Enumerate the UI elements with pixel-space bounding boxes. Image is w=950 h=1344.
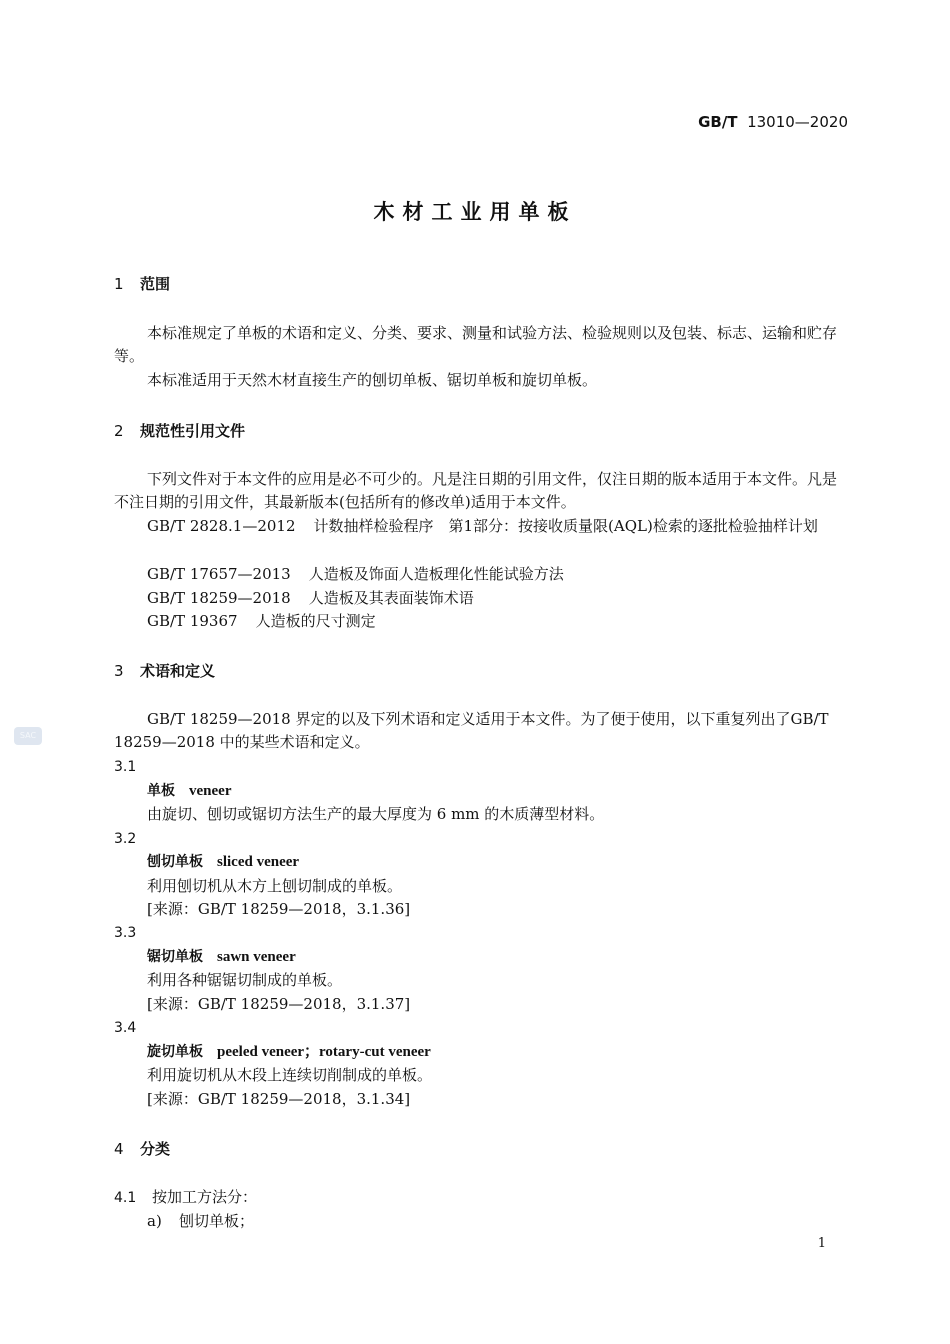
term-definition: 利用旋切机从木段上连续切削制成的单板。 [147,1066,433,1084]
reference-2: GB/T 17657—2013 人造板及饰面人造板理化性能试验方法 [147,565,564,583]
term-heading: 刨切单板 sliced veneer [147,854,300,870]
section-4-heading: 4 分类 [114,1140,171,1158]
list-item-a: a) 刨切单板； [147,1212,255,1230]
sac-watermark: SAC [14,727,42,745]
term-number: 3.1 [114,759,137,775]
term-number: 3.2 [114,831,137,847]
term-definition: 利用刨切机从木方上刨切制成的单板。 [147,877,403,895]
term-number: 3.3 [114,925,137,941]
section-3-para-1: GB/T 18259—2018 界定的以及下列术语和定义适用于本文件。为了便于使用，以下重复列出了GB/T 18259—2018 中的某些术语和定义。 [114,710,829,751]
reference-1: GB/T 2828.1—2012 计数抽样检验程序 第1部分：按接收质量限(AQL)检索的逐批检验抽样计划 [147,517,818,535]
section-1-para-2: 本标准适用于天然木材直接生产的刨切单板、锯切单板和旋切单板。 [147,371,598,389]
page-number: 1 [817,1236,826,1251]
term-definition: 由旋切、刨切或锯切方法生产的最大厚度为 6 mm 的木质薄型材料。 [147,805,605,823]
term-heading: 单板 veneer [147,783,232,799]
term-heading: 锯切单板 sawn veneer [147,949,296,965]
term-source: [来源：GB/T 18259—2018，3.1.34] [147,1090,411,1108]
section-1-para-1: 本标准规定了单板的术语和定义、分类、要求、测量和试验方法、检验规则以及包装、标志、运输和贮存等。 [114,324,838,365]
term-source: [来源：GB/T 18259—2018，3.1.37] [147,995,411,1013]
reference-3: GB/T 18259—2018 人造板及其表面装饰术语 [147,589,474,607]
subsection-4-1: 4.1 按加工方法分： [114,1188,258,1206]
section-2-para-1: 下列文件对于本文件的应用是必不可少的。凡是注日期的引用文件，仅注日期的版本适用于本文件。凡是不注日期的引用文件，其最新版本(包括所有的修改单)适用于本文件。 [114,470,838,511]
section-2-heading: 2 规范性引用文件 [114,422,246,440]
reference-4: GB/T 19367 人造板的尺寸测定 [147,612,376,630]
document-title: 木材工业用单板 [373,200,577,224]
section-3-heading: 3 术语和定义 [114,662,216,680]
term-source: [来源：GB/T 18259—2018，3.1.36] [147,900,411,918]
term-number: 3.4 [114,1020,137,1036]
standard-number: GB/T 13010—2020 [698,113,848,131]
term-heading: 旋切单板 peeled veneer；rotary-cut veneer [147,1044,431,1060]
section-1-heading: 1 范围 [114,275,171,293]
term-definition: 利用各种锯锯切制成的单板。 [147,971,343,989]
